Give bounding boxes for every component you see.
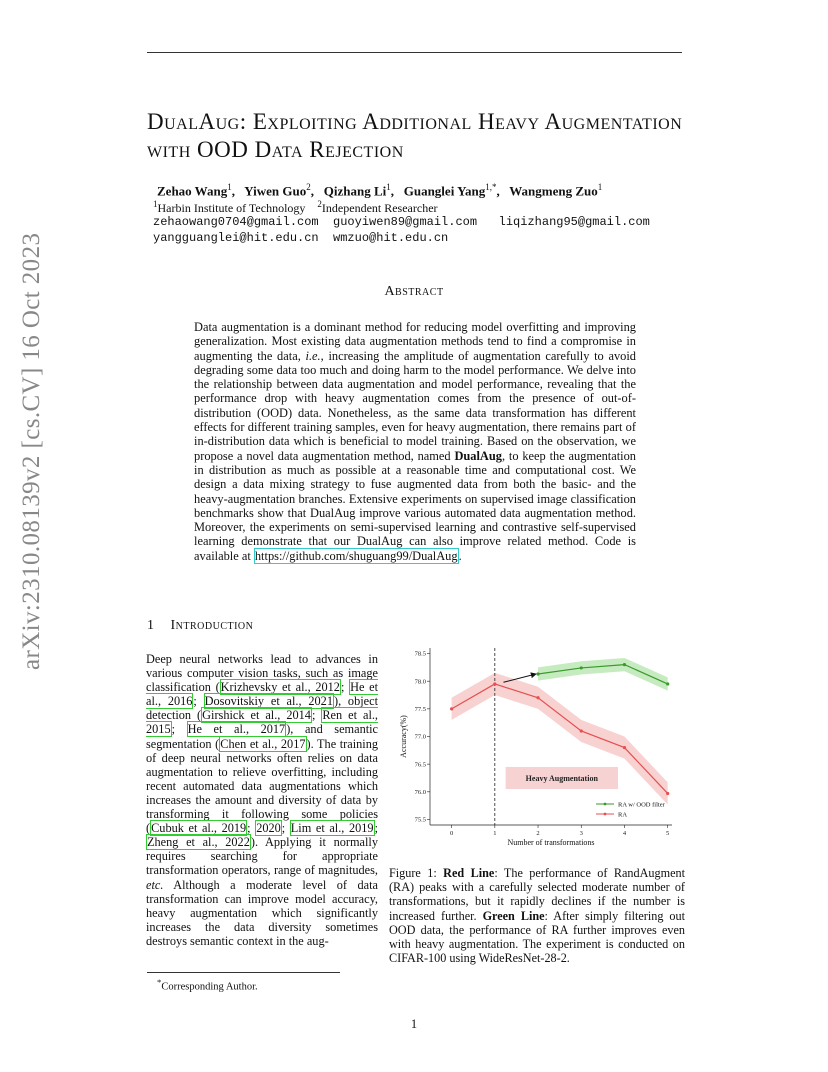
x-axis-label: Number of transformations [507, 838, 595, 847]
y-tick-label: 75.5 [414, 816, 426, 824]
x-tick-label: 5 [666, 830, 670, 837]
data-point [623, 663, 626, 666]
abstract-heading: Abstract [384, 284, 444, 299]
email-line-2: yangguanglei@hit.edu.cn wmzuo@hit.edu.cn [153, 231, 449, 245]
page-number: 1 [410, 1017, 418, 1031]
author: Guanglei Yang [403, 183, 486, 199]
code-link[interactable]: https://github.com/shuguang99/DualAug [254, 548, 458, 563]
author: Zehao Wang [157, 183, 228, 199]
citation-link[interactable]: Chen et al., 2017 [220, 736, 306, 751]
intro-paragraph: Deep neural networks lead to advances in various computer vision tasks, such as image classification (Krizhevsky et al., 2012; He et al., 2016; Dosovitskiy et al., 2021), object detection (Girshick et al., 2014; Ren et al., 2015; He et al., 2017), and semantic segmentation (Chen et al., 2017). The training of deep neural networks often relies on data augmentation to relieve overfitting, including recent automated data augmentations which increases the amount and diversity of data by transforming it following some policies (Cubuk et al., 2019; 2020; Lim et al., 2019; Zheng et al., 2022). Applying it normally requires searching for appropriate transformation operators, range of magnitudes, etc. Although a moderate level of data transformation can improve model accuracy, heavy augmentation which significantly increases the data diversity sometimes destroys semantic context in the aug- [146, 652, 379, 948]
citation-link[interactable]: Cubuk et al., 2019 [151, 821, 247, 836]
x-tick-label: 0 [449, 830, 454, 837]
data-point [536, 672, 539, 675]
citation-link[interactable]: Dosovitskiy et al., 2021 [204, 694, 333, 709]
author-list: Zehao Wang$^1$, Yiwen Guo$^2$, Qizhang Li$^1$, Guanglei Yang$^{1,*}$, Wangmeng Zuo$^1$ [157, 182, 603, 199]
y-tick-label: 76.0 [414, 789, 426, 797]
citation-link[interactable]: He et al., 2016 [146, 680, 378, 709]
data-point [536, 696, 539, 699]
author: Wangmeng Zuo [509, 183, 598, 199]
x-tick-label: 4 [622, 830, 627, 837]
accuracy-chart [394, 642, 686, 848]
series-band [538, 658, 668, 691]
data-point [580, 666, 583, 669]
legend-marker [604, 803, 607, 806]
citation-link[interactable]: Ren et al., 2015 [146, 708, 379, 737]
arxiv-watermark: arXiv:2310.08139v2 [cs.CV] 16 Oct 2023 [18, 232, 45, 670]
y-tick-label: 77.5 [414, 706, 426, 714]
data-point [666, 792, 669, 795]
footnote: *Corresponding Author. [157, 977, 258, 993]
author: Qizhang Li [323, 183, 387, 199]
citation-link[interactable]: Krizhevsky et al., 2012 [220, 680, 340, 695]
citation-link[interactable]: He et al., 2017 [187, 722, 286, 737]
section-heading: 1 Introduction [147, 618, 254, 633]
annotation-label: Heavy Augmentation [525, 773, 598, 783]
footnote-rule [147, 972, 340, 973]
data-point [493, 682, 496, 685]
legend-marker [604, 813, 607, 816]
email-line-1: zehaowang0704@gmail.com guoyiwen89@gmail.com liqizhang95@gmail.com [153, 215, 650, 229]
citation-link[interactable]: Girshick et al., 2014 [202, 708, 311, 723]
y-tick-label: 78.0 [414, 678, 426, 686]
citation-link[interactable]: Lim et al., 2019 [290, 821, 374, 836]
author: Yiwen Guo [244, 183, 307, 199]
x-tick-label: 3 [579, 830, 583, 837]
data-point [666, 682, 669, 685]
data-point [450, 707, 453, 710]
figure-caption: Figure 1: Red Line: The performance of RandAugment (RA) peaks with a carefully selected moderate number of transformations, but it rapidly declines if the number is increased further. Green Line: After simply filtering out OOD data, the performance of RA further improves even with heavy augmentation. The experiment is conducted on CIFAR-100 using WideResNet-28-2. [389, 866, 686, 966]
citation-link[interactable]: 2020 [256, 821, 281, 836]
x-tick-label: 2 [536, 830, 540, 837]
legend-label: RA w/ OOD filter [618, 801, 665, 809]
citation-link[interactable]: Zheng et al., 2022 [147, 835, 250, 850]
affiliations: $^1$Harbin Institute of Technology $^2$Independent Researcher [153, 199, 438, 215]
y-tick-label: 78.5 [414, 650, 426, 658]
y-tick-label: 77.0 [414, 733, 426, 741]
data-point [580, 729, 583, 732]
y-tick-label: 76.5 [414, 761, 426, 769]
header-rule [147, 52, 682, 53]
paper-title: DualAug: Exploiting Additional Heavy Augmentation with OOD Data Rejection [147, 109, 683, 162]
data-point [623, 746, 626, 749]
y-axis-label: Accuracy(%) [399, 715, 408, 758]
x-tick-label: 1 [493, 830, 497, 837]
abstract-body: Data augmentation is a dominant method for reducing model overfitting and improving generalization. Most existing data augmentation methods tend to find a compromise in augmenting the data, i.e., increasing the amplitude of augmentation carefully to avoid degrading some data too much and doing harm to the model performance. We delve into the relationship between data augmentation and model performance, revealing that the performance drop with heavy augmentation comes from the presence of out-of-distribution (OOD) data. Nonetheless, as the same data transformation has different effects for different training samples, even for heavy augmentation, there remains part of in-distribution data which is beneficial to model training. Based on the observation, we propose a novel data augmentation method, named DualAug, to keep the augmentation in distribution as much as possible at a reasonable time and computational cost. We design a data mixing strategy to fuse augmented data from both the basic- and the heavy-augmentation branches. Extensive experiments on supervised image classification benchmarks show that DualAug improve various automated data augmentation method. Moreover, the experiments on semi-supervised learning and contrastive self-supervised learning demonstrate that our DualAug can also improve related method. Code is available at https://github.com/shuguang99/DualAug. [194, 320, 636, 563]
legend-label: RA [618, 811, 628, 819]
